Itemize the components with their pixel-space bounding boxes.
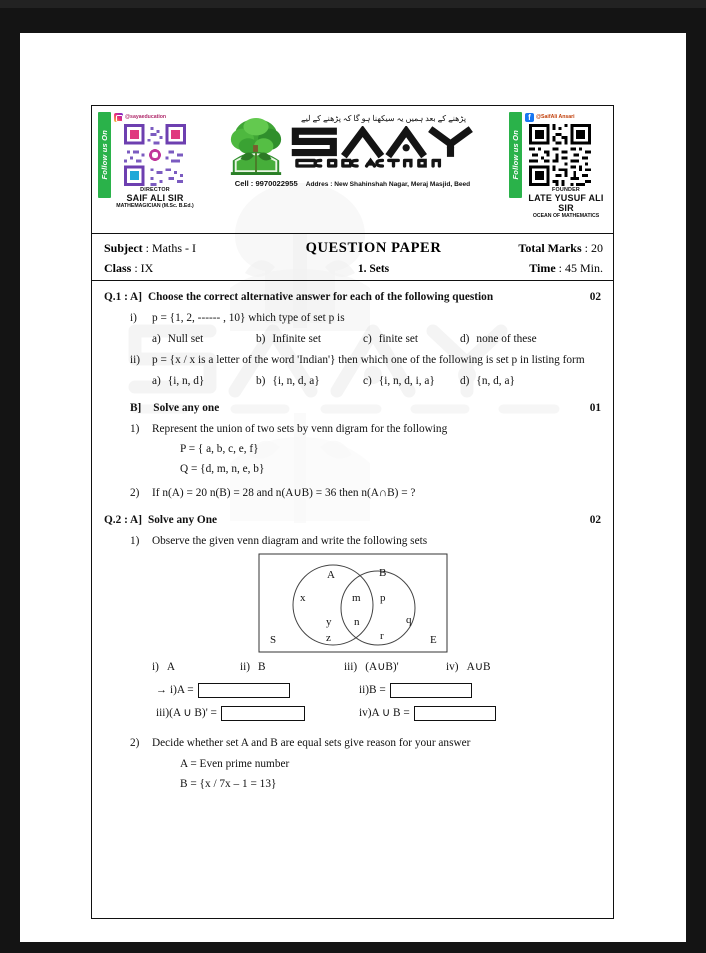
venn-diagram-figure <box>104 553 601 653</box>
q1b-item-2 <box>130 485 601 501</box>
set-label: iv) <box>446 661 459 674</box>
q1b-item-2-number: 2) <box>130 487 140 500</box>
q1-i-option-c[interactable] <box>363 331 460 347</box>
option-text: {n, d, a} <box>476 375 515 388</box>
set-label: iii) <box>344 661 358 674</box>
saya-wordmark <box>289 126 479 168</box>
q1-heading <box>104 289 601 305</box>
answer-b-input[interactable] <box>390 683 472 698</box>
q2-item-1 <box>130 533 601 549</box>
venn-diagram <box>258 553 448 653</box>
q1-item-i-text: p = {1, 2, ------ , 10} which type of set p is <box>152 312 345 325</box>
q2-item-2-number: 2) <box>130 737 140 750</box>
letterhead-left <box>98 112 196 209</box>
option-letter: c) <box>363 333 372 346</box>
q1b-marks: 01 <box>589 402 601 415</box>
class-label: Class <box>104 261 132 275</box>
q2-text: Solve any One <box>147 514 218 527</box>
answer-row-1 <box>156 682 601 698</box>
facebook-icon: f <box>525 113 534 122</box>
chapter-title: 1. Sets <box>357 263 390 275</box>
instagram-icon <box>114 113 123 122</box>
q1-i-option-a[interactable] <box>152 331 256 347</box>
instagram-handle: @sayaeducation <box>125 114 167 120</box>
document-page <box>20 33 686 942</box>
q1-number: Q.1 : A] <box>104 291 142 303</box>
q1-ii-option-a[interactable] <box>152 373 256 389</box>
brand-block <box>196 112 509 188</box>
q2-set-a: A = Even prime number <box>180 757 290 770</box>
venn-universal-s: S <box>269 634 276 647</box>
question-paper-box <box>91 105 614 919</box>
q2-heading <box>104 512 601 528</box>
q2-item-2-text: Decide whether set A and B are equal sets give reason for your answer <box>152 737 471 750</box>
letterhead <box>92 106 613 234</box>
option-letter: b) <box>256 333 266 346</box>
tree-logo-icon <box>227 116 285 178</box>
option-text: Null set <box>167 333 204 346</box>
venn-label-b: B <box>378 567 386 580</box>
set-item-iv <box>446 659 491 675</box>
set-label: i) <box>152 661 159 674</box>
option-letter: a) <box>152 375 161 388</box>
q2-number: Q.2 : A] <box>104 514 142 527</box>
time-label: Time <box>529 261 556 275</box>
answer-a <box>156 682 359 698</box>
venn-elem-z: z <box>325 632 331 645</box>
director-name: SAIF ALI SIR <box>126 193 184 203</box>
founder-name: LATE YUSUF ALI SIR <box>528 193 604 213</box>
option-text: {i, n, d} <box>167 375 205 388</box>
venn-elem-p: p <box>379 592 385 605</box>
option-text: {i, n, d, i, a} <box>378 375 435 388</box>
set-item-i <box>152 659 240 675</box>
answer-a-input[interactable] <box>198 683 290 698</box>
time-field <box>473 261 603 276</box>
venn-elem-x: x <box>299 592 305 605</box>
q1b-heading <box>130 400 601 416</box>
subject-value: : Maths - I <box>145 241 196 255</box>
follow-us-strip-left <box>98 112 111 198</box>
follow-us-label-left: Follow us On <box>100 130 109 180</box>
venn-universal-e: E <box>429 634 437 647</box>
q2-set-label-row <box>152 659 601 675</box>
q1b-item-1-text: Represent the union of two sets by venn digram for the following <box>152 423 448 436</box>
q1b-item-2-text: If n(A) = 20 n(B) = 28 and n(A∪B) = 36 then n(A∩B) = ? <box>152 487 416 500</box>
subject-field <box>104 241 274 256</box>
set-label: ii) <box>240 661 251 674</box>
q1-item-ii <box>130 352 601 368</box>
director-role: DIRECTOR <box>140 187 170 193</box>
follow-us-strip-right <box>509 112 522 198</box>
qr-code-icon-left[interactable] <box>124 124 186 186</box>
q1-ii-option-d[interactable] <box>460 373 515 389</box>
q1b-set-p: P = { a, b, c, e, f} <box>180 443 259 456</box>
facebook-handle-row[interactable] <box>525 112 607 122</box>
answer-a-label: i)A = <box>170 684 194 697</box>
time-value: : 45 Min. <box>558 261 603 275</box>
q1-item-i-number: i) <box>130 312 137 325</box>
question-body <box>92 281 613 792</box>
total-marks-value: : 20 <box>584 241 603 255</box>
total-marks-label: Total Marks <box>518 241 582 255</box>
class-field <box>104 261 274 276</box>
option-text: Infinite set <box>272 333 322 346</box>
q1-item-ii-options <box>152 373 601 389</box>
option-letter: b) <box>256 375 266 388</box>
venn-elem-r: r <box>379 630 384 643</box>
urdu-tagline: پڑھنے کے بعد ہمیں یہ سیکھنا ہو گا کہ پڑھنے کے لیے <box>300 114 467 123</box>
q1-item-i-options <box>152 331 601 347</box>
q1-item-ii-number: ii) <box>130 354 141 367</box>
set-item-iii <box>344 659 446 675</box>
option-letter: c) <box>363 375 372 388</box>
option-text: none of these <box>476 333 537 346</box>
director-block <box>114 187 196 209</box>
total-marks-field <box>473 241 603 256</box>
subject-label: Subject <box>104 241 143 255</box>
facebook-handle: @SaifAli Ansari <box>536 114 575 120</box>
founder-role: FOUNDER <box>551 187 581 193</box>
instagram-handle-row[interactable] <box>114 112 196 122</box>
answer-b-label: ii)B = <box>359 684 386 697</box>
q2-marks: 02 <box>589 514 601 527</box>
venn-elem-y: y <box>325 616 331 629</box>
option-letter: d) <box>460 375 470 388</box>
q1-marks: 02 <box>589 291 601 303</box>
q1-i-option-d[interactable] <box>460 331 537 347</box>
exam-header <box>92 234 613 281</box>
venn-elem-q: q <box>405 614 411 627</box>
qr-code-icon-right[interactable] <box>529 124 591 186</box>
q2-item-1-number: 1) <box>130 535 140 548</box>
founder-block <box>525 187 607 219</box>
arrow-icon: → <box>156 683 167 696</box>
option-text: {i, n, d, a} <box>272 375 320 388</box>
answer-row-2 <box>156 705 601 721</box>
option-text: finite set <box>378 333 418 346</box>
q1b-text: Solve any one <box>153 402 220 415</box>
founder-subtitle: OCEAN OF MATHEMATICS <box>532 213 600 219</box>
answer-aub <box>359 705 496 721</box>
q2-item-1-text: Observe the given venn diagram and write the following sets <box>152 535 428 548</box>
answer-d-label: iv)A ∪ B = <box>359 707 410 720</box>
set-text: A <box>166 661 176 674</box>
option-letter: a) <box>152 333 161 346</box>
set-item-ii <box>240 659 344 675</box>
option-letter: d) <box>460 333 470 346</box>
answer-c-input[interactable] <box>221 706 305 721</box>
set-text: (A∪B)' <box>365 661 399 674</box>
class-value: : IX <box>134 261 154 275</box>
q1b-item-1-number: 1) <box>130 423 140 436</box>
q2-set-b: B = {x / 7x – 1 = 13} <box>180 777 277 790</box>
letterhead-right <box>509 112 607 219</box>
page-title: QUESTION PAPER <box>305 240 442 256</box>
q1-ii-option-c[interactable] <box>363 373 460 389</box>
q1-item-i <box>130 310 601 326</box>
venn-label-a: A <box>326 569 335 582</box>
q1b-letter: B] <box>130 402 142 415</box>
q1b-set-q: Q = {d, m, n, e, b} <box>180 463 265 476</box>
director-qualification: MATHEMAGICIAN (M.Sc. B.Ed.) <box>116 203 194 209</box>
q2-item-2 <box>130 735 601 751</box>
venn-elem-n: n <box>353 616 359 629</box>
q1-text: Choose the correct alternative answer for each of the following question <box>147 291 494 303</box>
q1-ii-option-b[interactable] <box>256 373 363 389</box>
set-text: B <box>258 661 266 674</box>
answer-aub-complement <box>156 705 359 721</box>
address-line: Addres : New Shahinshah Nagar, Meraj Masjid, Beed <box>305 181 471 188</box>
window-top-bar <box>0 0 706 8</box>
answer-b <box>359 682 472 698</box>
answer-c-label: iii)(A ∪ B)' = <box>156 707 217 720</box>
q1-i-option-b[interactable] <box>256 331 363 347</box>
q1-item-ii-text: p = {x / x is a letter of the word 'Indian'} then which one of the following is set p in listing form <box>152 354 585 367</box>
q1b-item-1 <box>130 421 601 437</box>
cell-number: Cell : 9970022955 <box>234 179 298 188</box>
venn-elem-m: m <box>351 592 361 605</box>
follow-us-label-right: Follow us On <box>511 130 520 180</box>
set-text: A∪B <box>466 661 491 674</box>
answer-d-input[interactable] <box>414 706 496 721</box>
